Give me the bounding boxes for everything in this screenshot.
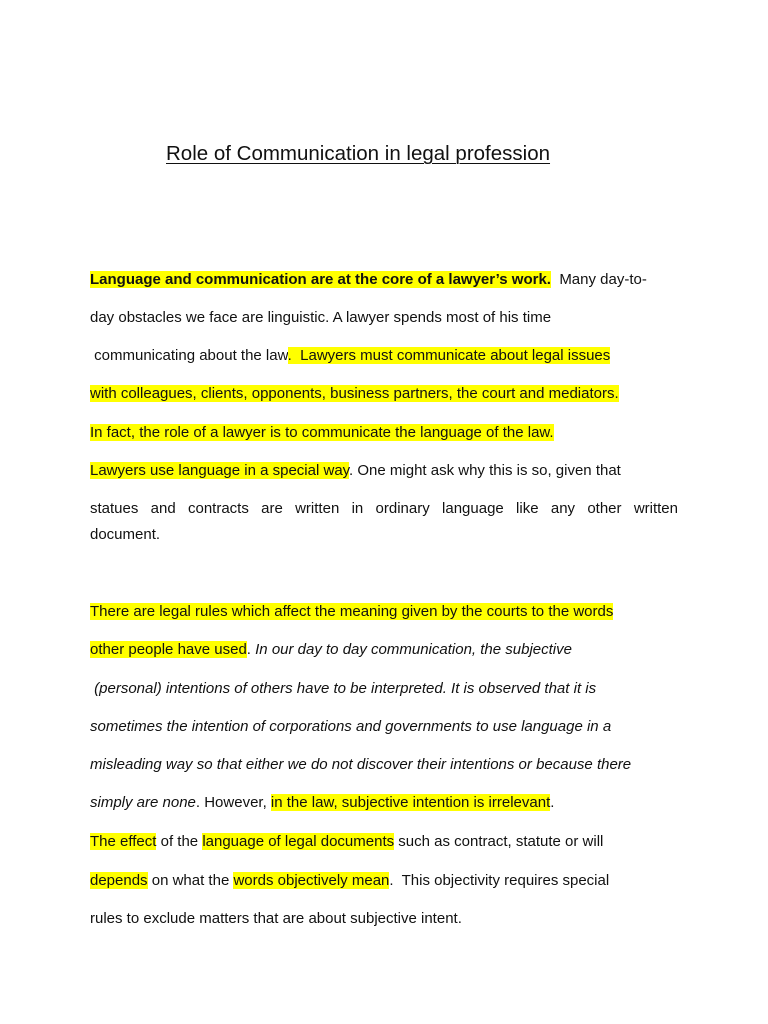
paragraph-2-line-1 [90, 602, 613, 622]
highlighted-text: language of legal documents [202, 833, 395, 850]
paragraph-2-line-7 [90, 832, 603, 852]
paragraph-2-line-3: (personal) intentions of others have to be interpreted. It is observed that it is [90, 680, 597, 697]
highlighted-text: The effect [90, 833, 157, 850]
paragraph-1-line-3 [90, 346, 610, 366]
highlighted-text: in the law, subjective intention is irrelevant [270, 794, 551, 811]
highlighted-text: In fact, the role of a lawyer is to communicate the language of the law. [90, 424, 554, 441]
paragraph-2-line-6 [90, 793, 554, 813]
paragraph-1-line-2: day obstacles we face are linguistic. A lawyer spends most of his time [90, 309, 552, 326]
highlighted-text: . [287, 347, 292, 364]
highlighted-text: Language and communication are at the core of a lawyer’s work. [90, 271, 551, 288]
highlighted-text: words objectively mean [233, 872, 390, 889]
text-span: . [246, 641, 251, 658]
paragraph-1-line-5 [90, 423, 554, 443]
text-span: on what the [147, 872, 234, 889]
page-title: Role of Communication in legal profession [166, 142, 551, 165]
text-span: . This objectivity requires special [389, 872, 610, 889]
paragraph-2-line-8 [90, 871, 609, 891]
paragraph-1-line-7: statues and contracts are written in ordinary language like any other written [90, 500, 678, 517]
text-span: . However, [195, 794, 271, 811]
paragraph-1-line-4 [90, 384, 619, 404]
text-span: . [550, 794, 555, 811]
highlighted-text: Lawyers use language in a special way [90, 462, 350, 479]
highlighted-text: with colleagues, clients, opponents, business partners, the court and mediators. [90, 385, 619, 402]
text-span: such as contract, statute or will [394, 833, 604, 850]
paragraph-2-line-5: misleading way so that either we do not discover their intentions or because there [90, 756, 632, 773]
paragraph-1-line-8: document. [90, 526, 161, 543]
text-span: Many day-to- [559, 271, 647, 288]
paragraph-1-line-6 [90, 461, 621, 481]
paragraph-1-line-1 [90, 270, 647, 290]
italic-text: simply are none [90, 794, 196, 811]
highlighted-text: other people have used [90, 641, 247, 658]
text-span: of the [156, 833, 203, 850]
highlighted-text: depends [90, 872, 148, 889]
highlighted-text: Lawyers must communicate about legal issues [291, 347, 611, 364]
italic-text: In our day to day communication, the subjective [250, 641, 572, 658]
paragraph-2-line-2 [90, 640, 572, 660]
paragraph-2-line-4: sometimes the intention of corporations and governments to use language in a [90, 718, 612, 735]
paragraph-2-line-9: rules to exclude matters that are about subjective intent. [90, 910, 462, 927]
text-span: communicating about the law [90, 347, 288, 364]
text-span: . One might ask why this is so, given that [349, 462, 621, 479]
highlighted-text: There are legal rules which affect the meaning given by the courts to the words [90, 603, 614, 620]
